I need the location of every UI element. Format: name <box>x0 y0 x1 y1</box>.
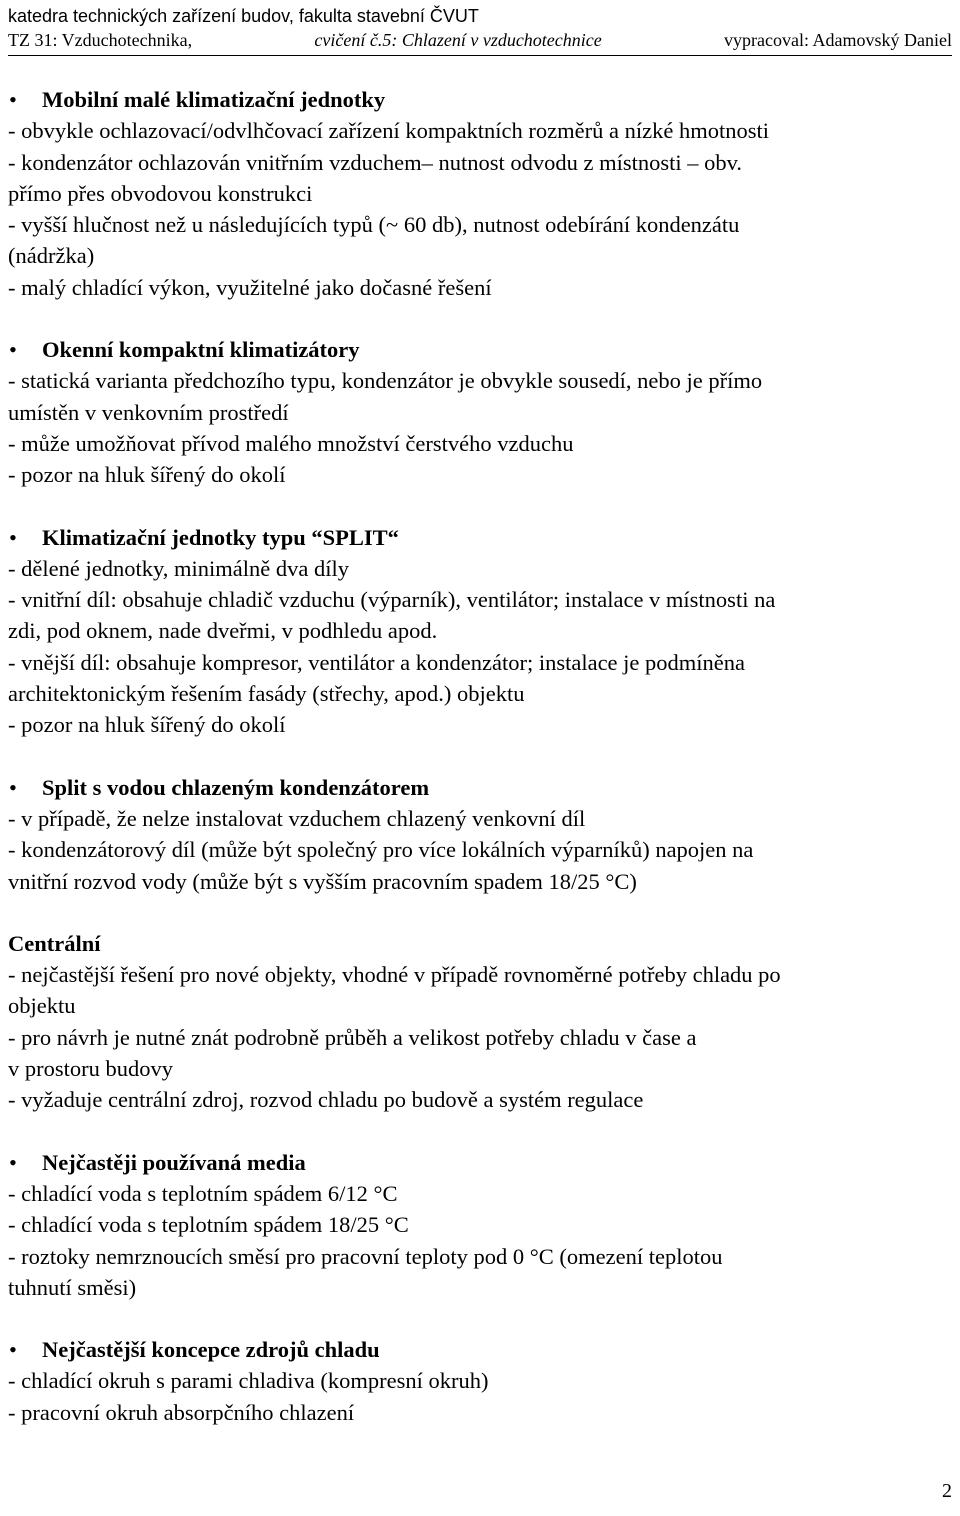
header-author: vypracoval: Adamovský Daniel <box>724 30 952 50</box>
bullet-icon: • <box>9 337 17 363</box>
section-heading <box>8 84 954 115</box>
section-mobile-units <box>8 84 954 303</box>
section-cooling-sources <box>8 1334 954 1428</box>
text-line: - pozor na hluk šířený do okolí <box>8 462 286 488</box>
text-line: - pracovní okruh absorpčního chlazení <box>8 1399 355 1425</box>
section-water-cooled-split <box>8 772 954 897</box>
text-line: - chladící voda s teplotním spádem 18/25 °C <box>8 1212 409 1238</box>
text-line: - pozor na hluk šířený do okolí <box>8 712 286 738</box>
header-course: TZ 31: Vzduchotechnika, <box>8 30 193 50</box>
section-title: Mobilní malé klimatizační jednotky <box>42 87 386 112</box>
section-split-units <box>8 522 954 741</box>
text-line: - dělené jednotky, minimálně dva díly <box>8 555 349 581</box>
text-line: - v případě, že nelze instalovat vzduchem chlazený venkovní díl <box>8 805 586 831</box>
text-line: zdi, pod oknem, nade dveřmi, v podhledu apod. <box>8 618 438 644</box>
text-line: - roztoky nemrznoucích směsí pro pracovní teploty pod 0 °C (omezení teplotou <box>8 1243 723 1269</box>
text-line: umístěn v venkovním prostředí <box>8 399 289 425</box>
bullet-icon: • <box>9 1149 17 1175</box>
header-course-line <box>8 28 952 52</box>
page-header <box>8 4 952 52</box>
header-exercise: cvičení č.5: Chlazení v vzduchotechnice <box>314 30 602 50</box>
section-title: Split s vodou chlazeným kondenzátorem <box>42 774 430 800</box>
section-heading <box>8 334 954 365</box>
section-heading <box>8 1334 954 1365</box>
section-heading <box>8 1147 954 1178</box>
text-line: - pro návrh je nutné znát podrobně průběh a velikost potřeby chladu v čase a <box>8 1024 697 1050</box>
section-heading <box>8 772 954 803</box>
section-title: Klimatizační jednotky typu “SPLIT“ <box>42 524 399 550</box>
section-window-units <box>8 334 954 490</box>
section-title: Nejčastější koncepce zdrojů chladu <box>42 1337 380 1363</box>
text-line: - obvykle ochlazovací/odvlhčovací zařízení kompaktních rozměrů a nízké hmotnosti <box>8 118 769 144</box>
header-divider <box>8 55 952 56</box>
text-line: - chladící voda s teplotním spádem 6/12 °C <box>8 1180 398 1206</box>
text-line: - chladící okruh s parami chladiva (kompresní okruh) <box>8 1368 489 1394</box>
section-heading <box>8 522 954 553</box>
section-media <box>8 1147 954 1303</box>
section-title: Okenní kompaktní klimatizátory <box>42 337 360 363</box>
document-body <box>8 84 954 1459</box>
bullet-icon: • <box>9 1337 17 1363</box>
text-line: - vnější díl: obsahuje kompresor, ventilátor a kondenzátor; instalace je podmíněna <box>8 649 746 675</box>
page-number: 2 <box>942 1480 952 1502</box>
text-line: - nejčastější řešení pro nové objekty, vhodné v případě rovnoměrné potřeby chladu po <box>8 962 781 988</box>
text-line: - vyšší hlučnost než u následujících typů (~ 60 db), nutnost odebírání kondenzátu <box>8 212 740 238</box>
text-line: přímo přes obvodovou konstrukci <box>8 180 313 206</box>
text-line: - vyžaduje centrální zdroj, rozvod chladu po budově a systém regulace <box>8 1087 644 1113</box>
text-line: tuhnutí směsi) <box>8 1274 137 1300</box>
bullet-icon: • <box>9 774 17 800</box>
text-line: - kondenzátor ochlazován vnitřním vzduchem– nutnost odvodu z místnosti – obv. <box>8 149 743 175</box>
text-line: - kondenzátorový díl (může být společný pro více lokálních výparníků) napojen na <box>8 837 754 863</box>
text-line: - vnitřní díl: obsahuje chladič vzduchu (výparník), ventilátor; instalace v místnosti na <box>8 587 776 613</box>
bullet-icon: • <box>9 524 17 550</box>
section-title: Nejčastěji používaná media <box>42 1149 306 1175</box>
text-line: objektu <box>8 993 76 1019</box>
section-title: Centrální <box>8 930 101 956</box>
text-line: - může umožňovat přívod malého množství čerstvého vzduchu <box>8 430 574 456</box>
text-line: - statická varianta předchozího typu, kondenzátor je obvykle sousedí, nebo je přímo <box>8 368 763 394</box>
text-line: (nádržka) <box>8 243 95 269</box>
section-central <box>8 928 954 1116</box>
text-line: vnitřní rozvod vody (může být s vyšším pracovním spadem 18/25 °C) <box>8 868 637 894</box>
text-line: v prostoru budovy <box>8 1056 173 1082</box>
text-line: - malý chladící výkon, využitelné jako dočasné řešení <box>8 274 492 300</box>
text-line: architektonickým řešením fasády (střechy, apod.) objektu <box>8 681 525 707</box>
header-institution: katedra technických zařízení budov, fakulta stavební ČVUT <box>8 6 479 26</box>
bullet-icon: • <box>9 87 17 112</box>
